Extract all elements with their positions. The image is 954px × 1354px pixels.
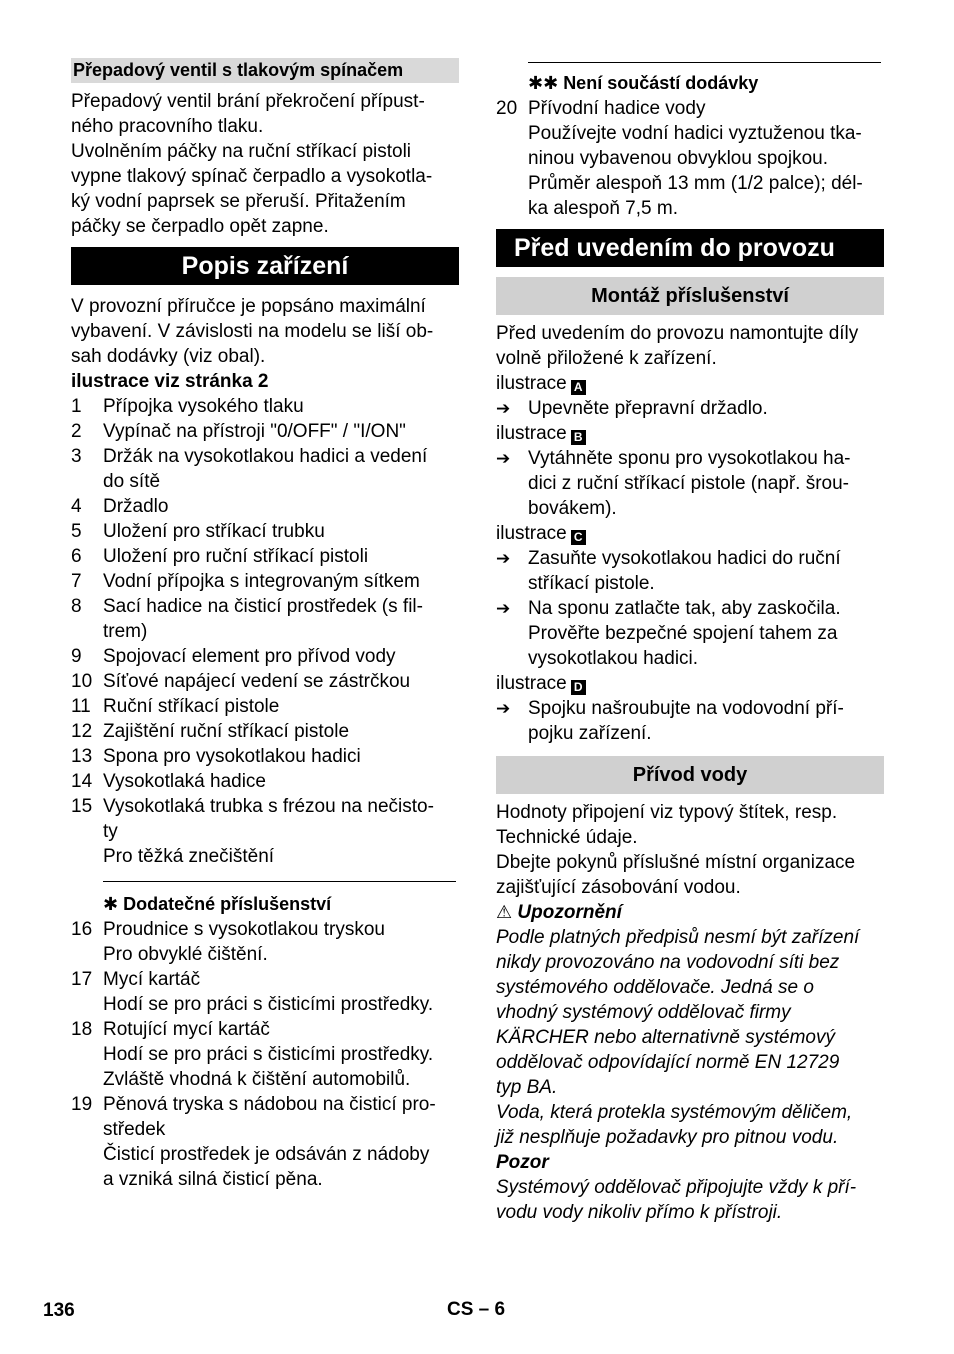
list-item: 12 Zajištění ruční stříkací pistole bbox=[71, 721, 350, 742]
illustration-reference: ilustrace viz stránka 2 bbox=[71, 371, 269, 392]
divider bbox=[528, 62, 881, 63]
mount-accessories-heading: Montáž příslušenství bbox=[496, 277, 884, 315]
section-title-before-start: Před uvedením do provozu bbox=[496, 229, 884, 267]
item-15-note: Pro těžká znečištění bbox=[103, 846, 275, 867]
section-title-description: Popis zařízení bbox=[71, 247, 459, 285]
arrow-right-icon: ➔ bbox=[496, 449, 511, 468]
list-item-note: Pro obvyklé čištění. bbox=[103, 944, 268, 965]
right-column bbox=[496, 62, 884, 1225]
accessory-heading: ✱ Dodatečné příslušenství bbox=[103, 894, 332, 914]
warning-heading: ⚠ Upozornění bbox=[496, 902, 622, 923]
overflow-text-1: Přepadový ventil brání překročení přípust- ného pracovního tlaku. Uvolněním páčky na ruční stříkací pistoli vypne tlakový spínač čerpadlo a vysokotla- ký vodní paprsek se přeruší. Přitažením páčky se čerpadlo opět zapne. bbox=[71, 91, 433, 237]
list-item: 16 Proudnice s vysokotlakou tryskou bbox=[71, 919, 385, 940]
illustration-d-label: ilustrace D bbox=[496, 671, 884, 696]
list-item: 9 Spojovací element pro přívod vody bbox=[71, 646, 396, 667]
asterisk-icon: ✱ bbox=[103, 894, 119, 914]
step-c2: ➔ Na sponu zatlačte tak, aby zaskočila. Prověřte bezpečné spojení tahem za vysokotlakou hadici. bbox=[496, 598, 841, 669]
list-item: 7 Vodní přípojka s integrovaným sítkem bbox=[71, 571, 420, 592]
step-c1: ➔ Zasuňte vysokotlakou hadici do ruční stříkací pistole. bbox=[496, 548, 841, 594]
list-item: 2 Vypínač na přístroji "0/OFF" / "I/ON" bbox=[71, 421, 406, 442]
list-item: 1 Přípojka vysokého tlaku bbox=[71, 396, 304, 417]
list-item: 6 Uložení pro ruční stříkací pistoli bbox=[71, 546, 369, 567]
list-item: 5 Uložení pro stříkací trubku bbox=[71, 521, 325, 542]
page-number: 136 bbox=[43, 1300, 75, 1321]
double-asterisk-icon: ✱✱ bbox=[528, 73, 559, 93]
list-item: 11 Ruční stříkací pistole bbox=[71, 696, 280, 717]
list-item: 19 Pěnová tryska s nádobou na čisticí pro- středek bbox=[71, 1094, 436, 1140]
step-a: ➔ Upevněte přepravní držadlo. bbox=[496, 398, 768, 419]
illustration-a-label: ilustrace A bbox=[496, 371, 884, 396]
illustration-c-label: ilustrace C bbox=[496, 521, 884, 546]
list-item: 13 Spona pro vysokotlakou hadici bbox=[71, 746, 361, 767]
list-item: 17 Mycí kartáč bbox=[71, 969, 201, 990]
not-included-heading: ✱✱ Není součástí dodávky bbox=[528, 73, 759, 93]
illustration-c-badge: C bbox=[571, 530, 586, 545]
illustration-b-label: ilustrace B bbox=[496, 421, 884, 446]
item-19-note: Čisticí prostředek je odsáván z nádoby a vzniká silná čisticí pěna. bbox=[103, 1144, 430, 1190]
arrow-right-icon: ➔ bbox=[496, 599, 511, 618]
arrow-right-icon: ➔ bbox=[496, 699, 511, 718]
mount-intro: Před uvedením do provozu namontujte díly volně přiložené k zařízení. bbox=[496, 323, 859, 369]
list-item-note: Hodí se pro práci s čisticími prostředky. Zvláště vhodná k čištění automobilů. bbox=[103, 1044, 434, 1090]
parts-list bbox=[71, 394, 459, 844]
list-item: 4 Držadlo bbox=[71, 496, 169, 517]
accessory-list bbox=[71, 917, 459, 1092]
step-d: ➔ Spojku našroubujte na vodovodní pří- pojku zařízení. bbox=[496, 698, 844, 744]
water-supply-heading: Přívod vody bbox=[496, 756, 884, 794]
overflow-valve-heading: Přepadový ventil s tlakovým spínačem bbox=[71, 58, 459, 83]
left-column bbox=[71, 58, 459, 1192]
illustration-d-badge: D bbox=[571, 680, 586, 695]
arrow-right-icon: ➔ bbox=[496, 399, 511, 418]
list-item: 8 Sací hadice na čisticí prostředek (s fil- trem) bbox=[71, 596, 423, 642]
illustration-a-badge: A bbox=[571, 380, 586, 395]
warning-text: Podle platných předpisů nesmí být zařízení nikdy provozováno na vodovodní síti bez systémového oddělovače. Jedná se o vhodný systémový oddělovač firmy KÄRCHER nebo alternativně systémový oddělovač odpovídající normě EN 12729 typ BA. Voda, která protekla systémovým děličem, již nesplňuje požadavky pro pitnou vodu. bbox=[496, 927, 860, 1148]
list-item: 15 Vysokotlaká trubka s frézou na nečisto- ty bbox=[71, 796, 434, 842]
list-item: 14 Vysokotlaká hadice bbox=[71, 771, 267, 792]
caution-text: Systémový oddělovač připojujte vždy k pří- vodu vody nikoliv přímo k přístroji. bbox=[496, 1177, 857, 1223]
list-item-note: Hodí se pro práci s čisticími prostředky. bbox=[103, 994, 434, 1015]
description-intro: V provozní příručce je popsáno maximální vybavení. V závislosti na modelu se liší ob- sah dodávky (viz obal). bbox=[71, 296, 434, 367]
list-item: 20 Přívodní hadice vody bbox=[496, 98, 706, 119]
step-b: ➔ Vytáhněte sponu pro vysokotlakou ha- dici z ruční stříkací pistole (např. šrou- bovákem). bbox=[496, 448, 851, 519]
divider bbox=[103, 881, 456, 882]
list-item: 10 Síťové napájecí vedení se zástrčkou bbox=[71, 671, 411, 692]
illustration-b-badge: B bbox=[571, 430, 586, 445]
arrow-right-icon: ➔ bbox=[496, 549, 511, 568]
caution-heading: Pozor bbox=[496, 1152, 549, 1173]
water-text-1: Hodnoty připojení viz typový štítek, resp. Technické údaje. Dbejte pokynů příslušné místní organizace zajišťující zásobování vodou. bbox=[496, 802, 856, 898]
list-item: 3 Držák na vysokotlakou hadici a vedení do sítě bbox=[71, 446, 428, 492]
list-item: 18 Rotující mycí kartáč bbox=[71, 1019, 270, 1040]
item-20-note: Používejte vodní hadici vyztuženou tka- ninou vybavenou obvyklou spojkou. Průměr alespoň 13 mm (1/2 palce); dél- ka alespoň 7,5 m. bbox=[528, 123, 863, 219]
language-page-label: CS – 6 bbox=[447, 1299, 506, 1320]
warning-icon: ⚠ bbox=[496, 902, 513, 922]
